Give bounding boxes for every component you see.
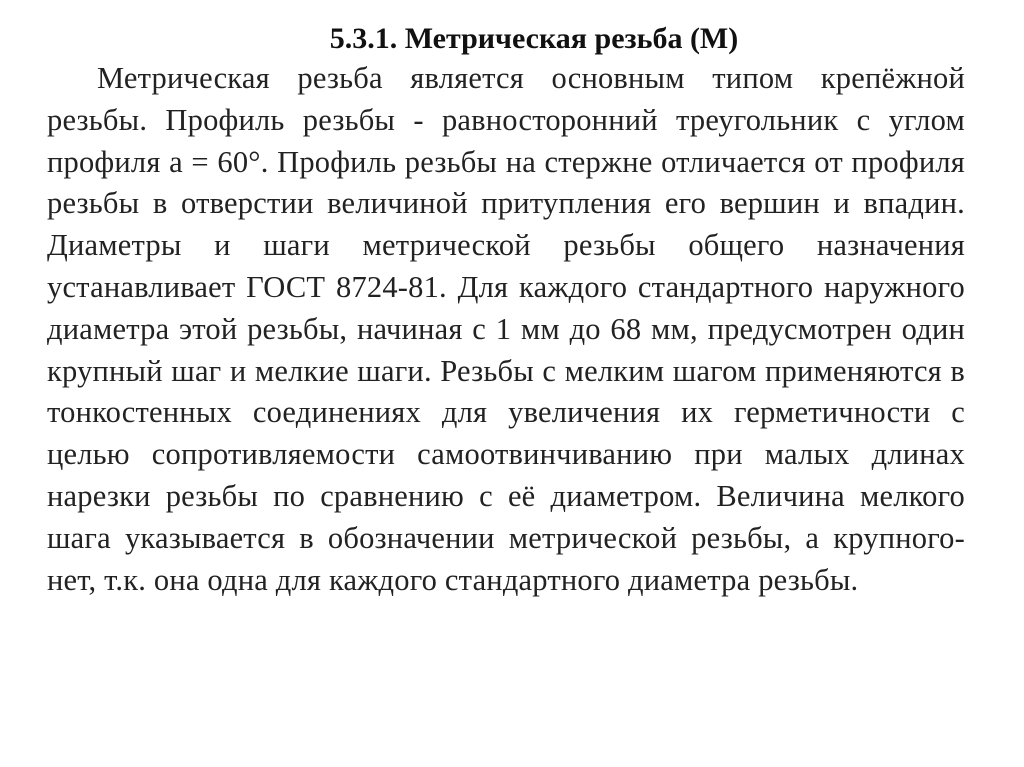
body-paragraph: Метрическая резьба является основным типом крепёжной резьбы. Профиль резьбы - равносторонний треугольник с углом профиля a = 60°. Профиль резьбы на стержне отличается от профиля резьбы в отверстии величиной притупления его вершин и впадин. Диаметры и шаги метрической резьбы общего назначения устанавливает ГОСТ 8724-81. Для каждого стандартного наружного диаметра этой резьбы, начиная с 1 мм до 68 мм, предусмотрен один крупный шаг и мелкие шаги. Резьбы с мелким шагом применяются в тонкостенных соединениях для увеличения их герметичности с целью сопротивляемости самоотвинчиванию при малых длинах нарезки резьбы по сравнению с её диаметром. Величина мелкого шага указывается в обозначении метрической резьбы, а крупного- нет, т.к. она одна для каждого стандартного диаметра резьбы. <box>47 61 965 597</box>
section-title: 5.3.1. Метрическая резьба (М) <box>329 22 739 55</box>
